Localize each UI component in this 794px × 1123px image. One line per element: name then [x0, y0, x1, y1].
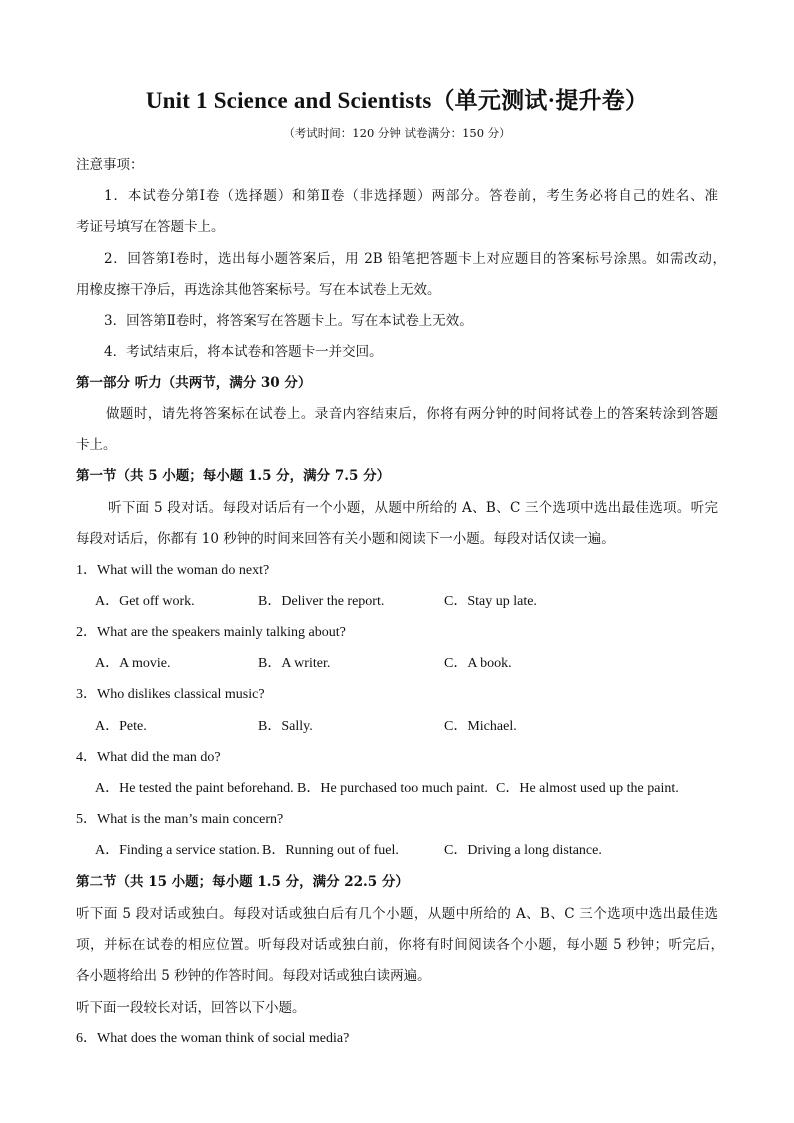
part1-intro-line-2: 卡上。 [76, 437, 117, 453]
question-1: 1．What will the woman do next? [76, 563, 270, 578]
note-item-3: 3．回答第Ⅱ卷时，将答案写在答题卡上。写在本试卷上无效。 [104, 313, 473, 329]
note-item-1-line-2: 考证号填写在答题卡上。 [76, 219, 225, 235]
exam-info: （考试时间：120 分钟 试卷满分：150 分） [283, 126, 511, 140]
question-3: 3．Who dislikes classical music? [76, 687, 265, 702]
section1-intro-line-2: 每段对话后，你都有 10 秒钟的时间来回答有关小题和阅读下一小题。每段对话仅读一遍。 [76, 531, 615, 547]
section2-intro-line-2: 项，并标在试卷的相应位置。听每段对话或独白前，你将有时间阅读各个小题，每小题 5 秒钟；听完后， [76, 937, 724, 953]
note-item-1-line-1: 1．本试卷分第Ⅰ卷（选择题）和第Ⅱ卷（非选择题）两部分。答卷前，考生务必将自己的姓名、准 [104, 188, 718, 204]
section2-intro-line-3: 各小题将给出 5 秒钟的作答时间。每段对话或独白读两遍。 [76, 968, 431, 984]
notes-heading: 注意事项： [76, 157, 144, 173]
section2-intro-line-1: 听下面 5 段对话或独白。每段对话或独白后有几个小题，从题中所给的 A、B、C 三个选项中选出最佳选 [76, 906, 718, 922]
section1-heading: 第一节（共 5 小题；每小题 1.5 分，满分 7.5 分） [76, 468, 391, 484]
question-4-option-b: B．He purchased too much paint. [297, 781, 488, 796]
section2-heading: 第二节（共 15 小题；每小题 1.5 分，满分 22.5 分） [76, 874, 409, 890]
section1-intro-line-1: 听下面 5 段对话。每段对话后有一个小题，从题中所给的 A、B、C 三个选项中选出最佳选项。听完 [108, 500, 718, 516]
question-5-option-b: B．Running out of fuel. [262, 843, 399, 858]
question-1-option-c: C．Stay up late. [444, 594, 537, 609]
page-title: Unit 1 Science and Scientists（单元测试·提升卷） [145, 88, 649, 113]
question-2: 2．What are the speakers mainly talking about? [76, 625, 346, 640]
question-4-option-a: A．He tested the paint beforehand. [95, 781, 294, 796]
question-3-option-c: C．Michael. [444, 719, 517, 734]
part1-intro-line-1: 做题时，请先将答案标在试卷上。录音内容结束后，你将有两分钟的时间将试卷上的答案转涂到答题 [106, 406, 718, 422]
note-item-4: 4．考试结束后，将本试卷和答题卡一并交回。 [104, 344, 383, 360]
question-5-option-a: A．Finding a service station. [95, 843, 260, 858]
question-2-option-b: B．A writer. [258, 656, 331, 671]
note-item-2-line-2: 用橡皮擦干净后，再选涂其他答案标号。写在本试卷上无效。 [76, 282, 441, 298]
question-3-option-b: B．Sally. [258, 719, 313, 734]
question-1-option-b: B．Deliver the report. [258, 594, 385, 609]
section2-instruction: 听下面一段较长对话，回答以下小题。 [76, 1000, 306, 1016]
question-1-option-a: A．Get off work. [95, 594, 195, 609]
question-3-option-a: A．Pete. [95, 719, 147, 734]
question-5: 5．What is the man’s main concern? [76, 812, 284, 827]
question-2-option-a: A．A movie. [95, 656, 171, 671]
question-4-option-c: C．He almost used up the paint. [496, 781, 679, 796]
question-6: 6．What does the woman think of social media? [76, 1031, 350, 1046]
question-2-option-c: C．A book. [444, 656, 512, 671]
question-5-option-c: C．Driving a long distance. [444, 843, 602, 858]
note-item-2-line-1: 2．回答第Ⅰ卷时，选出每小题答案后，用 2B 铅笔把答题卡上对应题目的答案标号涂黑。如需改动， [104, 251, 726, 267]
question-4: 4．What did the man do? [76, 750, 221, 765]
part1-heading: 第一部分 听力（共两节，满分 30 分） [76, 375, 312, 391]
